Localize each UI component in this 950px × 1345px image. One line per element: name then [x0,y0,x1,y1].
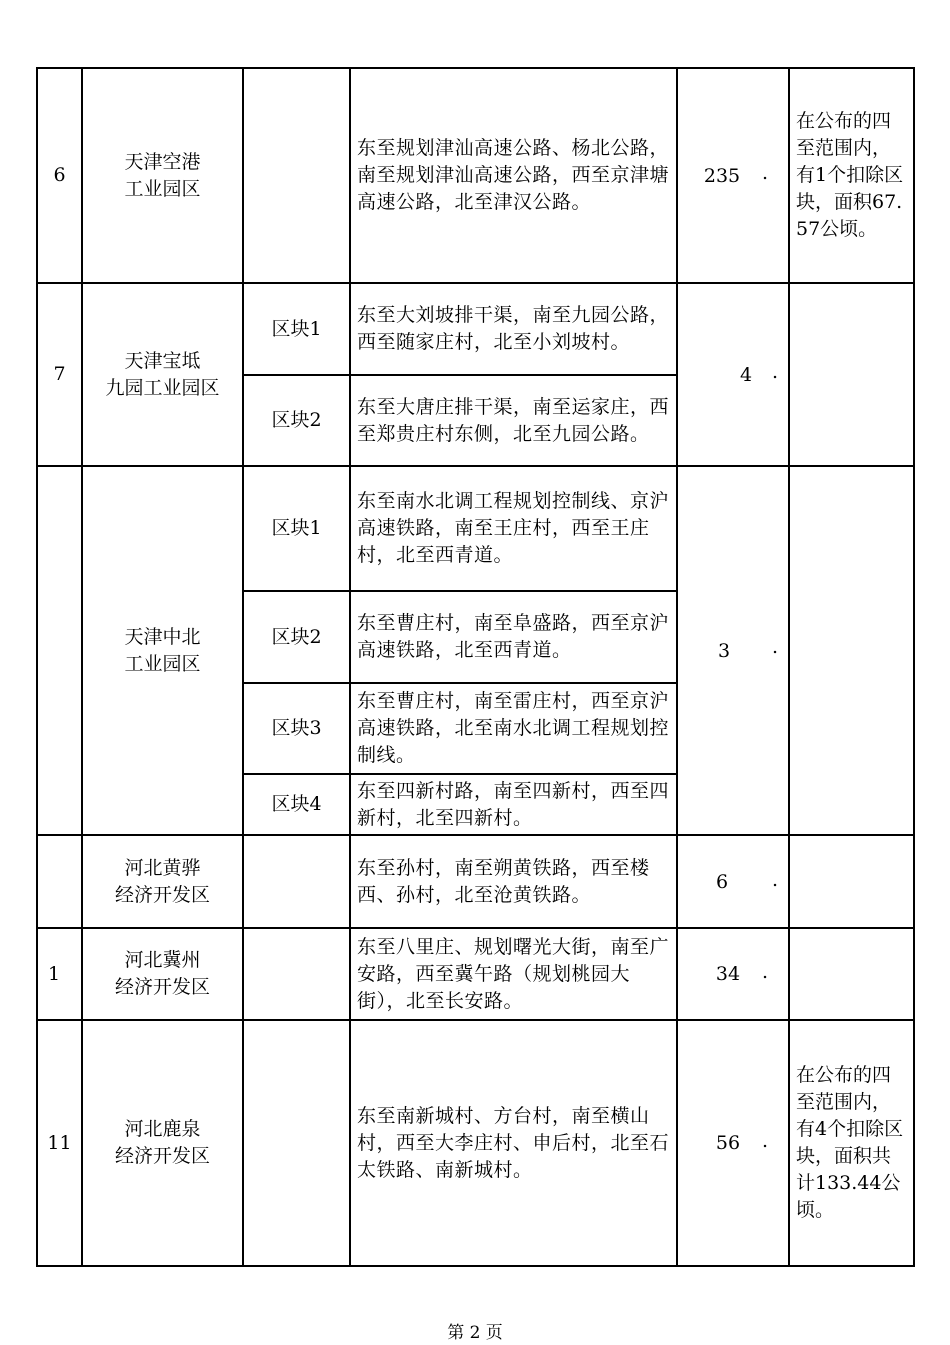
boundary-description: 东至孙村，南至朔黄铁路，西至楼西、孙村，北至沧黄铁路。 [357,856,650,906]
boundary-description: 东至南水北调工程规划控制线、京沪高速铁路，南至王庄村，西至王庄村，北至西青道。 [357,490,670,566]
area-value: 6 [715,870,729,893]
row-number [38,467,81,834]
remark [790,467,913,834]
park-name: 天津中北 工业园区 [124,625,201,675]
remark [790,284,913,465]
area-decimal: . [772,361,779,383]
park-name: 天津空港 工业园区 [124,150,201,200]
area-value: 3 [717,639,731,662]
row-number: 11 [47,1131,72,1154]
boundary-description: 东至四新村路，南至四新村，西至四新村，北至四新村。 [357,779,670,829]
block-label: 区块2 [271,409,322,431]
row-number [38,836,81,927]
boundary-description: 东至大唐庄排干渠，南至运家庄，西至郑贵庄村东侧，北至九园公路。 [357,395,670,445]
block-label: 区块2 [271,625,322,648]
boundary-description: 东至八里庄、规划曙光大街，南至广安路，西至冀午路（规划桃园大街），北至长安路。 [357,935,670,1012]
area-decimal: . [772,869,779,891]
boundary-description: 东至曹庄村，南至雷庄村，西至京沪高速铁路，北至南水北调工程规划控制线。 [357,690,670,766]
block-label: 区块4 [271,793,322,815]
block-label: 区块1 [271,517,322,539]
row-number: 6 [53,164,66,186]
row-number: 7 [53,363,66,385]
remark: 在公布的四至范围内，有4个扣除区块，面积共计133.44公顷。 [796,1064,904,1221]
table-border [36,1265,914,1267]
remark [790,929,913,1019]
area-decimal: . [762,961,769,983]
park-name: 河北冀州 经济开发区 [114,949,210,998]
boundary-description: 东至曹庄村，南至阜盛路，西至京沪高速铁路，北至西青道。 [357,612,670,661]
remark [790,836,913,927]
block-label: 区块1 [271,317,322,340]
area-decimal: . [762,1130,769,1152]
boundary-description: 东至大刘坡排干渠，南至九园公路，西至随家庄村，北至小刘坡村。 [357,304,670,353]
area-decimal: . [762,162,769,184]
area-value: 56 [715,1132,741,1154]
boundary-description: 东至南新城村、方台村，南至横山村，西至大李庄村、申后村，北至石太铁路、南新城村。 [357,1104,670,1181]
row-number: 1 [47,962,61,985]
park-name: 河北黄骅 经济开发区 [114,856,210,906]
area-value: 235 [703,164,741,187]
block-label: 区块3 [271,717,322,739]
park-name: 河北鹿泉 经济开发区 [114,1118,210,1167]
table-border [913,67,915,1267]
remark: 在公布的四至范围内，有1个扣除区块，面积67.57公顷。 [796,110,904,240]
page-number: 第 2 页 [447,1323,503,1343]
area-value: 34 [715,963,741,985]
area-value: 4 [739,363,753,386]
area-decimal: . [772,636,779,658]
table-border [676,67,678,1267]
boundary-description: 东至规划津汕高速公路、杨北公路，南至规划津汕高速公路，西至京津塘高速公路，北至津汉公路。 [357,137,670,213]
park-name: 天津宝坻 九园工业园区 [105,349,220,399]
